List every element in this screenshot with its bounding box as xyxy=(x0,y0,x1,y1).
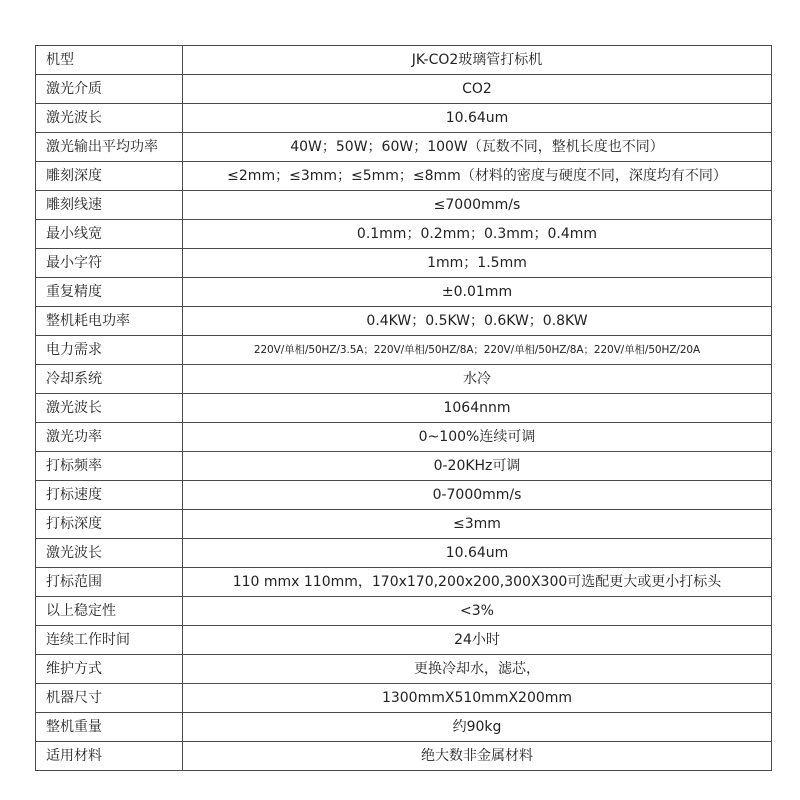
spec-label: 维护方式 xyxy=(36,655,183,684)
spec-value: ≤7000mm/s xyxy=(183,191,772,220)
spec-label: 激光波长 xyxy=(36,394,183,423)
spec-value: ≤2mm；≤3mm；≤5mm；≤8mm（材料的密度与硬度不同，深度均有不同） xyxy=(183,162,772,191)
spec-label: 打标频率 xyxy=(36,452,183,481)
table-row xyxy=(36,510,772,539)
spec-label: 打标范围 xyxy=(36,568,183,597)
spec-value: 40W；50W；60W；100W（瓦数不同，整机长度也不同） xyxy=(183,133,772,162)
spec-label: 激光输出平均功率 xyxy=(36,133,183,162)
table-row xyxy=(36,46,772,75)
table-row xyxy=(36,626,772,655)
spec-value: 0.1mm；0.2mm；0.3mm；0.4mm xyxy=(183,220,772,249)
spec-value: <3% xyxy=(183,597,772,626)
spec-value: ±0.01mm xyxy=(183,278,772,307)
spec-value: CO2 xyxy=(183,75,772,104)
spec-label: 激光介质 xyxy=(36,75,183,104)
spec-label: 机型 xyxy=(36,46,183,75)
spec-value: 0-7000mm/s xyxy=(183,481,772,510)
spec-label: 雕刻深度 xyxy=(36,162,183,191)
spec-label: 激光波长 xyxy=(36,104,183,133)
spec-value: 220V/单相/50HZ/3.5A；220V/单相/50HZ/8A；220V/单相/50HZ/8A；220V/单相/50HZ/20A xyxy=(183,336,772,365)
spec-value: 0.4KW；0.5KW；0.6KW；0.8KW xyxy=(183,307,772,336)
spec-label: 最小线宽 xyxy=(36,220,183,249)
spec-value: 绝大数非金属材料 xyxy=(183,742,772,771)
spec-value: 约90kg xyxy=(183,713,772,742)
spec-label: 激光波长 xyxy=(36,539,183,568)
table-row xyxy=(36,742,772,771)
table-row xyxy=(36,423,772,452)
spec-value: JK-CO2玻璃管打标机 xyxy=(183,46,772,75)
table-row xyxy=(36,713,772,742)
table-row xyxy=(36,104,772,133)
spec-label: 电力需求 xyxy=(36,336,183,365)
spec-value: 1mm；1.5mm xyxy=(183,249,772,278)
table-row xyxy=(36,249,772,278)
spec-value: 110 mmx 110mm，170x170,200x200,300X300可选配更大或更小打标头 xyxy=(183,568,772,597)
table-row xyxy=(36,307,772,336)
spec-value: 24小时 xyxy=(183,626,772,655)
table-row xyxy=(36,133,772,162)
table-row xyxy=(36,365,772,394)
spec-value: 10.64um xyxy=(183,104,772,133)
table-row xyxy=(36,597,772,626)
table-row xyxy=(36,162,772,191)
spec-label: 适用材料 xyxy=(36,742,183,771)
table-row xyxy=(36,481,772,510)
table-row xyxy=(36,539,772,568)
spec-value: 10.64um xyxy=(183,539,772,568)
spec-label: 冷却系统 xyxy=(36,365,183,394)
table-row xyxy=(36,278,772,307)
spec-value: 水冷 xyxy=(183,365,772,394)
spec-table-body xyxy=(36,46,772,771)
spec-value: 1064nnm xyxy=(183,394,772,423)
table-row xyxy=(36,452,772,481)
table-row xyxy=(36,394,772,423)
spec-label: 以上稳定性 xyxy=(36,597,183,626)
table-row xyxy=(36,655,772,684)
table-row xyxy=(36,684,772,713)
spec-label: 打标深度 xyxy=(36,510,183,539)
spec-value: 0-20KHz可调 xyxy=(183,452,772,481)
table-row xyxy=(36,568,772,597)
spec-label: 重复精度 xyxy=(36,278,183,307)
spec-label: 连续工作时间 xyxy=(36,626,183,655)
spec-value: 更换冷却水，滤芯， xyxy=(183,655,772,684)
spec-label: 激光功率 xyxy=(36,423,183,452)
table-row xyxy=(36,220,772,249)
table-row xyxy=(36,191,772,220)
spec-label: 整机耗电功率 xyxy=(36,307,183,336)
spec-label: 打标速度 xyxy=(36,481,183,510)
table-row xyxy=(36,336,772,365)
spec-table xyxy=(35,45,772,771)
spec-label: 机器尺寸 xyxy=(36,684,183,713)
spec-value: ≤3mm xyxy=(183,510,772,539)
spec-value: 1300mmX510mmX200mm xyxy=(183,684,772,713)
spec-value: 0~100%连续可调 xyxy=(183,423,772,452)
spec-label: 雕刻线速 xyxy=(36,191,183,220)
spec-label: 整机重量 xyxy=(36,713,183,742)
table-row xyxy=(36,75,772,104)
spec-label: 最小字符 xyxy=(36,249,183,278)
